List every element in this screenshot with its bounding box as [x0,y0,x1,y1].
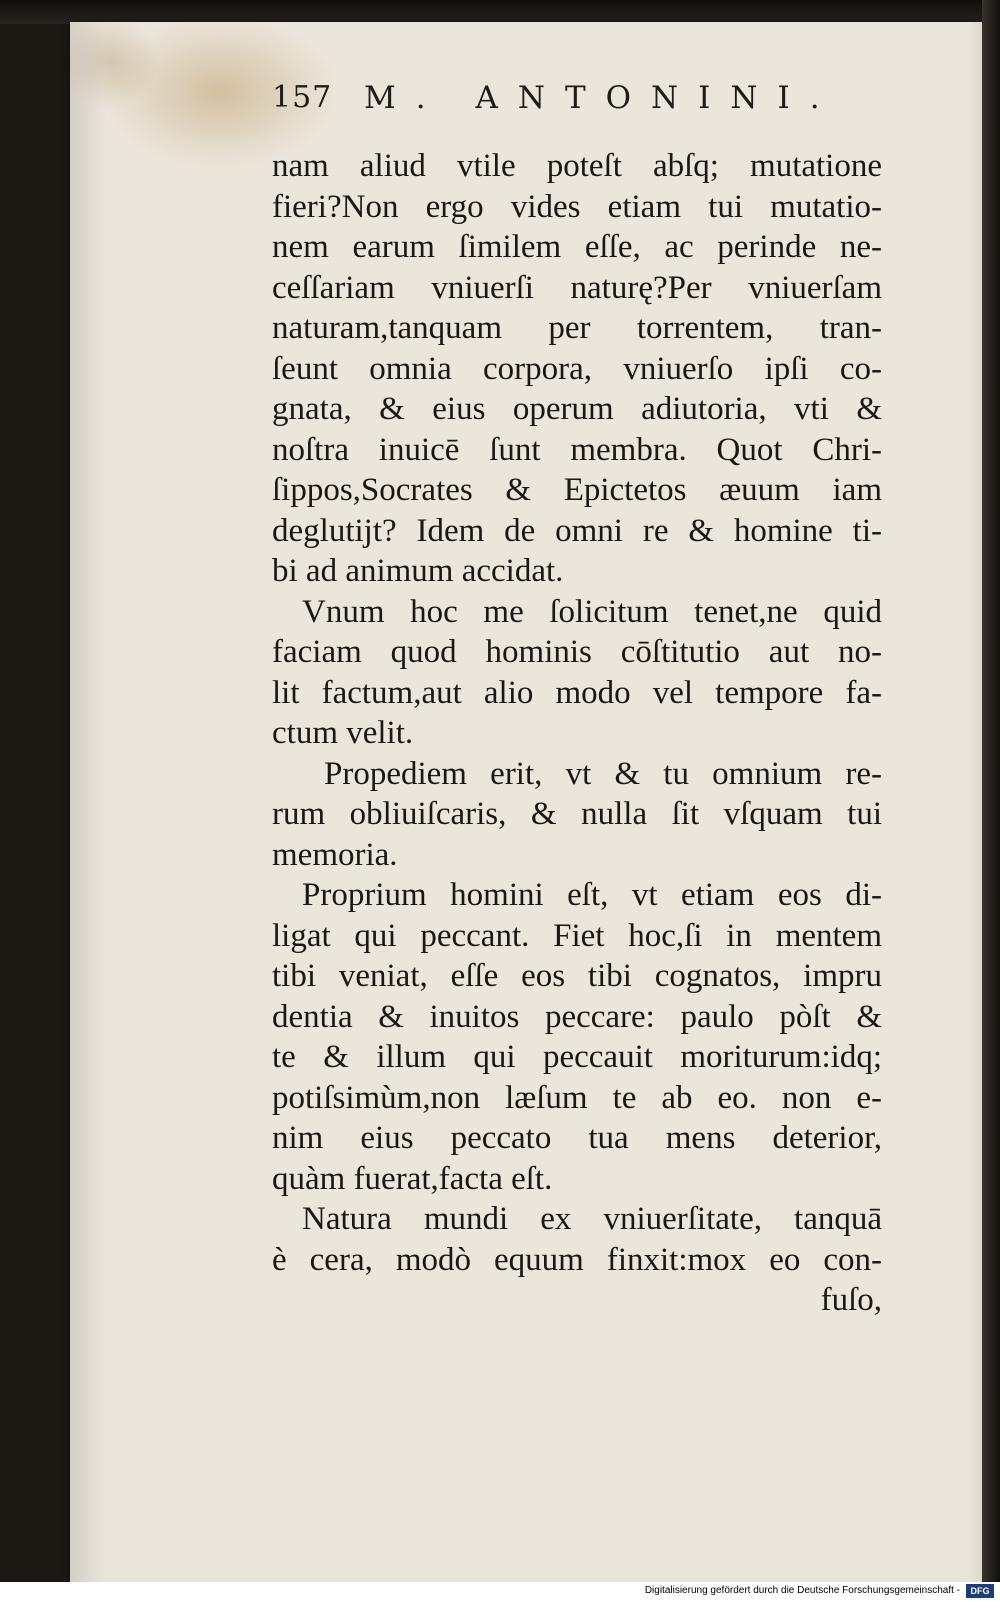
text-body [272,146,882,1321]
text-line: potiſsimùm,non læſum te ab eo. non e- [272,1079,882,1116]
text-line: te & illum qui peccauit moriturum:idq; [272,1039,882,1075]
text-line: ligat qui peccant. Fiet hoc,ſi in mentem [272,917,882,954]
text-line: dentia & inuitos peccare: paulo pòſt & [272,998,882,1035]
page-number: 157 [272,80,333,115]
running-head [272,80,872,130]
text-line: ceſſariam vniuerſi naturę?Per vniuerſam [272,269,882,306]
text-line: è cera, modò equum finxit:mox eo con- [272,1241,882,1278]
text-line: bi ad animum accidat. [272,553,564,589]
text-line: Proprium homini eſt, vt etiam eos di- [302,877,882,913]
text-line: memoria. [272,836,398,873]
text-line: nim eius peccato tua mens deterior, [272,1120,882,1156]
book-edge-top [0,0,1000,24]
text-line: naturam,tanquam per torrentem, tran- [272,310,882,346]
text-line: lit factum,aut alio modo vel tempore fa- [272,674,882,711]
book-spine [982,0,1000,1601]
text-line: rum obliuiſcaris, & nulla ſit vſquam tui [272,796,882,832]
text-line: ctum velit. [272,715,414,751]
footer-credit: Digitalisierung gefördert durch die Deutsche Forschungsgemeinschaft - [644,1585,960,1596]
text-line: faciam quod hominis cōſtitutio aut no- [272,634,882,670]
text-line: gnata, & eius operum adiutoria, vti & [272,391,882,427]
text-line: deglutijt? Idem de omni re & homine ti- [272,512,882,549]
dfg-logo-icon: DFG [966,1584,994,1598]
text-line: Natura mundi ex vniuerſitate, tanquā [302,1201,882,1237]
text-line: tibi veniat, eſſe eos tibi cognatos, impru [272,958,882,994]
text-line: nem earum ſimilem eſſe, ac perinde ne- [272,229,882,265]
text-line: ſeunt omnia corpora, vniuerſo ipſi co- [272,350,882,387]
catchword: fuſo, [820,1282,882,1318]
text-line: Propediem erit, vt & tu omnium re- [324,755,882,792]
text-line: quàm fuerat,facta eſt. [272,1160,553,1197]
page-heading: M. ANTONINI. [364,80,840,116]
text-line: nam aliud vtile poteſt abſq; mutatione [272,148,882,184]
text-line: noſtra inuicē ſunt membra. Quot Chri- [272,431,882,468]
footer-bar [0,1582,1000,1601]
text-line: Vnum hoc me ſolicitum tenet,ne quid [302,593,882,630]
text-line: fieri?Non ergo vides etiam tui mutatio- [272,188,882,225]
text-line: ſippos,Socrates & Epictetos æuum iam [272,472,882,508]
